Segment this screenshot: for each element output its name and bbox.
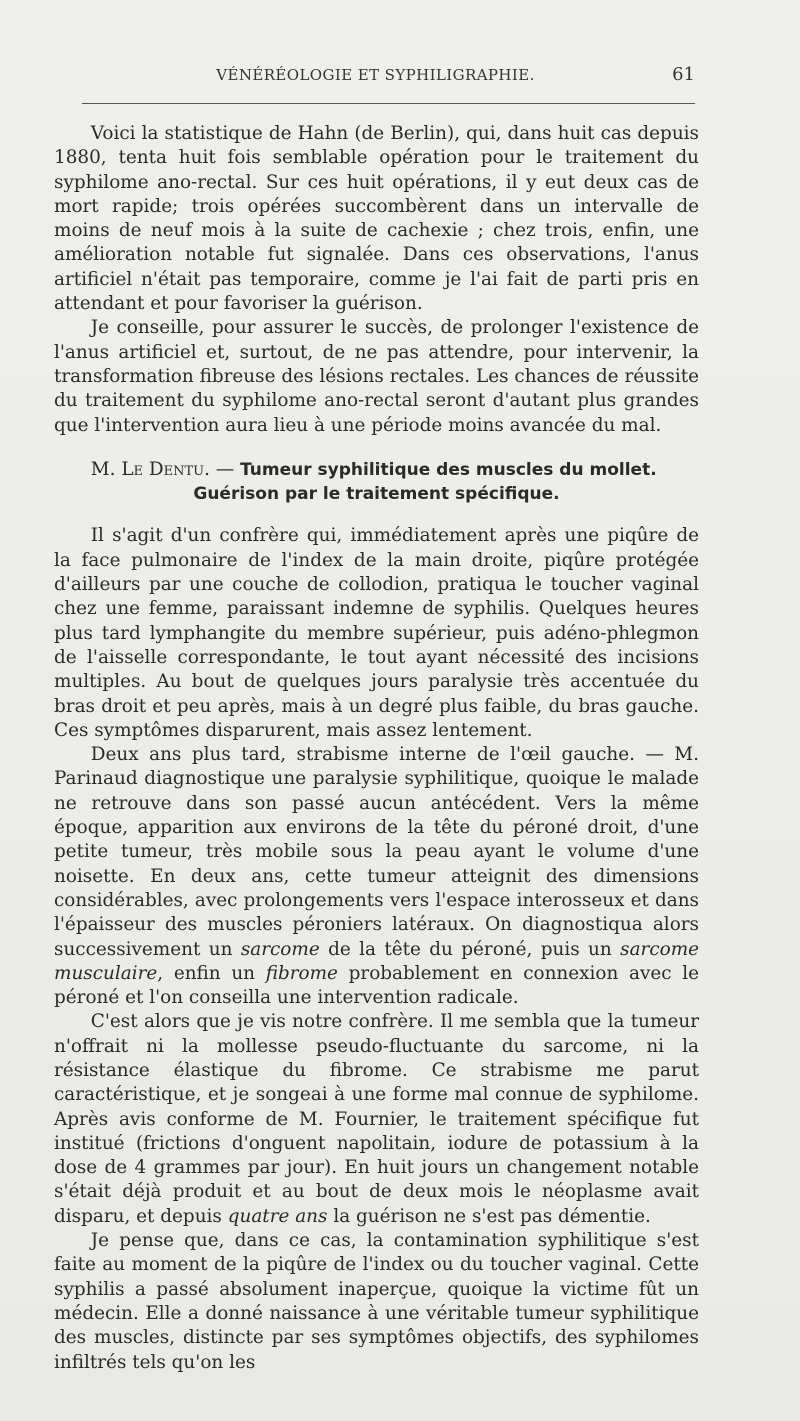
header-rule bbox=[82, 103, 695, 104]
heading-dash: — bbox=[209, 458, 241, 480]
paragraph-6: Je pense que, dans ce cas, la contamination syphilitique s'est faite au moment de la piqûre de l'index ou du toucher vaginal. Cette syphilis a passé absolument inaperçue, quoique la victime fût un médecin. Elle a donné naissance à une véritable tumeur syphilitique des muscles, distincte par ses symptômes objectifs, des syphilomes infiltrés tels qu'on les bbox=[54, 1230, 699, 1373]
running-title: VÉNÉRÉOLOGIE ET SYPHILIGRAPHIE. bbox=[216, 66, 535, 84]
paragraph-5 bbox=[54, 1010, 699, 1229]
section-title-line-1: Tumeur syphilitique des muscles du mollet. bbox=[240, 459, 657, 480]
section-heading bbox=[54, 458, 699, 507]
author-name: Le Dentu. bbox=[121, 458, 210, 480]
body-text bbox=[54, 122, 699, 1375]
paragraph-5-text-b: la guérison ne s'est pas démentie. bbox=[327, 1205, 651, 1227]
paragraph-4 bbox=[54, 743, 699, 1010]
section-title-line-2: Guérison par le traitement spécifique. bbox=[193, 484, 560, 505]
paragraph-4-text-c: , enfin un bbox=[157, 962, 266, 984]
paragraph-4-text-b: de la tête du péroné, puis un bbox=[319, 938, 621, 960]
paragraph-4-italic-fibrome: fibrome bbox=[265, 962, 338, 984]
paragraph-4-italic-sarcome: sarcome bbox=[240, 938, 320, 960]
author-prefix: M. bbox=[90, 458, 122, 480]
section-heading-line-2 bbox=[54, 482, 699, 506]
section-heading-line-1 bbox=[54, 458, 699, 482]
paragraph-intro-2: Je conseille, pour assurer le succès, de prolonger l'existence de l'anus artificiel et, surtout, de ne pas attendre, pour intervenir, la transformation fibreuse des lésions rectales. Les chances de réussite du traitement du syphilome ano-rectal seront d'autant plus grandes que l'intervention aura lieu à une période moins avancée du mal. bbox=[54, 317, 699, 436]
paragraph-5-italic-quatre-ans: quatre ans bbox=[227, 1205, 328, 1227]
paragraph-4-text-a: Deux ans plus tard, strabisme interne de l'œil gauche. — M. Parinaud diagnostique une paralysie syphilitique, quoique le malade ne retrouve dans son passé aucun antécédent. Vers la même époque, apparition aux environs de la tête du péroné droit, d'une petite tumeur, très mobile sous la peau ayant le volume d'une noisette. En deux ans, cette tumeur atteignit des dimensions considérables, avec prolongements vers l'espace interosseux et dans l'épaisseur des muscles péroniers latéraux. On diagnostiqua alors successivement un bbox=[54, 744, 699, 960]
paragraph-5-text-a: C'est alors que je vis notre confrère. Il me sembla que la tumeur n'offrait ni la mollesse pseudo-fluctuante du sarcome, ni la résistance élastique du fibrome. Ce strabisme me parut caractéristique, et je songeai à une forme mal connue de syphilome. Après avis conforme de M. Fournier, le traitement spécifique fut institué (frictions d'onguent napolitain, iodure de potassium à la dose de 4 grammes par jour). En huit jours un changement notable s'était déjà produit et au bout de deux mois le néoplasme avait disparu, et depuis bbox=[54, 1011, 699, 1227]
paragraph-4-italic-sarcome-musculaire: sarcome musculaire bbox=[54, 938, 700, 984]
paragraph-intro-1: Voici la statistique de Hahn (de Berlin), qui, dans huit cas depuis 1880, tenta huit fois semblable opération pour le traitement du syphilome ano-rectal. Sur ces huit opérations, il y eut deux cas de mort rapide; trois opérées succombèrent dans un intervalle de moins de neuf mois à la suite de cachexie ; chez trois, enfin, une amélioration notable fut signalée. Dans ces observations, l'anus artificiel n'était pas temporaire, comme je l'ai fait de parti pris en attendant et pour favoriser la guérison. bbox=[54, 123, 699, 315]
paragraph-4-text-d: probablement en connexion avec le péroné et l'on conseilla une intervention radicale. bbox=[54, 962, 699, 1009]
paragraph-3: Il s'agit d'un confrère qui, immédiatement après une piqûre de la face pulmonaire de l'index de la main droite, piqûre protégée d'ailleurs par une couche de collodion, pratiqua le toucher vaginal chez une femme, paraissant indemne de syphilis. Quelques heures plus tard lymphangite du membre supérieur, puis adéno-phlegmon de l'aisselle correspondante, le tout ayant nécessité des incisions multiples. Au bout de quelques jours paralysie très accentuée du bras droit et peu après, mais à un degré plus faible, du bras gauche. Ces symptômes disparurent, mais assez lentement. bbox=[54, 525, 699, 741]
page-header bbox=[54, 62, 697, 88]
page-number: 61 bbox=[672, 64, 695, 85]
